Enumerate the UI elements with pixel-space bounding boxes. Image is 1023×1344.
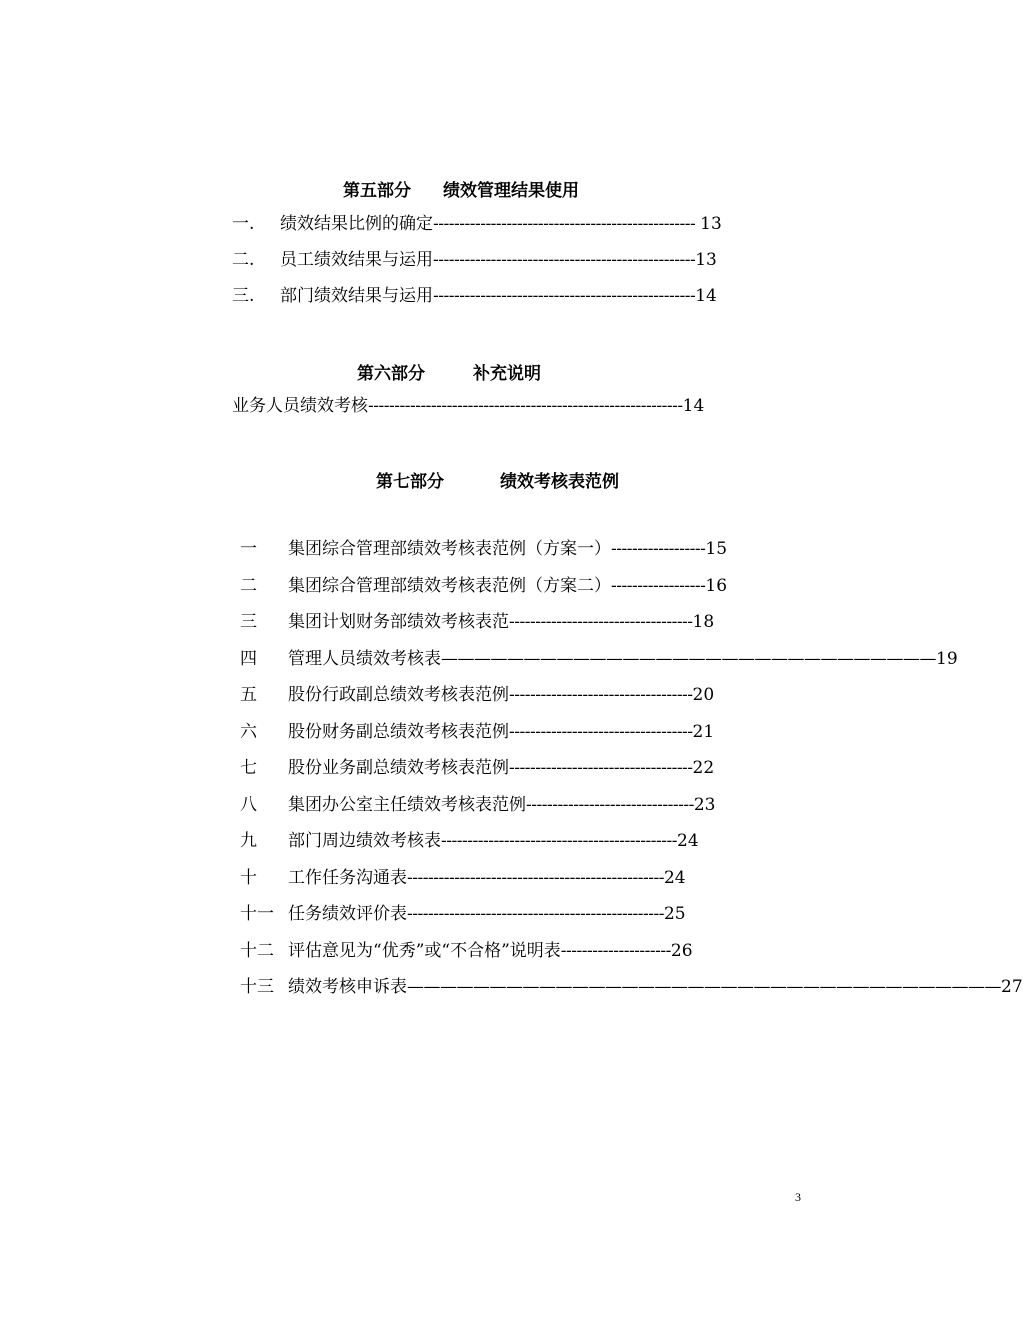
- toc-entry-title: 业务人员绩效考核: [232, 396, 368, 416]
- section-6-title: 补充说明: [473, 364, 541, 384]
- toc-entry-page: 13: [700, 214, 722, 234]
- toc-entry-page: 24: [677, 831, 699, 851]
- toc-entry[interactable]: [240, 866, 686, 890]
- toc-entry-title: 集团办公室主任绩效考核表范例: [288, 794, 526, 815]
- toc-entry-number: 六: [240, 721, 257, 742]
- toc-entry-leader: ------------------: [611, 539, 706, 559]
- toc-entry[interactable]: [240, 829, 699, 853]
- toc-entry-number: 一.: [232, 214, 255, 234]
- section-6-part: 第六部分: [357, 364, 425, 384]
- toc-entry-page: 16: [705, 575, 728, 596]
- toc-entry-number: 八: [240, 794, 257, 815]
- toc-entry[interactable]: [240, 939, 693, 963]
- toc-entry-page: 25: [663, 904, 686, 924]
- toc-entry[interactable]: [240, 610, 714, 634]
- toc-entry-number: 二: [240, 575, 257, 596]
- toc-entry-leader: ------------------------------------------------------------: [368, 396, 683, 416]
- page-number: 3: [795, 1190, 801, 1204]
- toc-entry-leader: --------------------------------: [526, 794, 694, 815]
- toc-entry-page: 13: [695, 250, 717, 270]
- toc-entry-title: 集团综合管理部绩效考核表范例（方案一）: [288, 539, 611, 559]
- section-7-title: 绩效考核表范例: [500, 472, 619, 492]
- toc-entry-title: 集团计划财务部绩效考核表范: [288, 612, 509, 632]
- toc-entry-number: 七: [240, 758, 257, 778]
- toc-entry-leader: ------------------: [611, 575, 706, 596]
- section-5-title: 绩效管理结果使用: [443, 181, 579, 201]
- toc-entry-number: 十三: [240, 977, 274, 997]
- toc-entry-number: 三: [240, 612, 257, 632]
- toc-entry-number: 二.: [232, 250, 255, 270]
- toc-entry-page: 27: [1001, 977, 1023, 997]
- toc-entry-page: 21: [692, 721, 715, 742]
- toc-entry-title: 绩效考核申诉表: [288, 977, 407, 997]
- toc-entry-page: 26: [670, 940, 693, 961]
- toc-entry-number: 五: [240, 685, 257, 705]
- toc-entry-number: 十一: [240, 904, 274, 924]
- toc-entry-title: 评估意见为“优秀”或“不合格”说明表: [288, 940, 561, 961]
- toc-entry-number: 三.: [232, 286, 255, 306]
- section-5-part: 第五部分: [343, 181, 411, 201]
- toc-entry[interactable]: [232, 284, 717, 308]
- toc-entry-number: 一: [240, 539, 257, 559]
- section-7-part: 第七部分: [376, 472, 444, 492]
- toc-entry-number: 九: [240, 831, 257, 851]
- section-7-heading: [376, 467, 619, 492]
- toc-entry-page: 14: [682, 396, 705, 416]
- toc-entry-page: 22: [692, 758, 715, 778]
- toc-entry[interactable]: [240, 683, 714, 707]
- toc-entry[interactable]: [240, 793, 715, 817]
- toc-entry-number: 十二: [240, 940, 274, 961]
- toc-entry-leader: -----------------------------------: [509, 612, 693, 632]
- toc-entry-title: 绩效结果比例的确定: [280, 214, 433, 234]
- toc-entry-leader: -------------------------------------------------: [407, 867, 664, 888]
- toc-entry[interactable]: [240, 647, 958, 671]
- section-5-heading: [343, 176, 579, 201]
- toc-entry-title: 工作任务沟通表: [288, 867, 407, 888]
- toc-entry-leader: ---------------------------------------------: [441, 831, 677, 851]
- toc-entry-page: 19: [936, 648, 958, 669]
- toc-entry-leader: -------------------------------------------------: [407, 904, 664, 924]
- toc-entry-page: 24: [663, 867, 686, 888]
- toc-entry-title: 部门周边绩效考核表: [288, 831, 441, 851]
- toc-entry[interactable]: [240, 756, 714, 780]
- toc-entry-leader: ——————————————————————————————: [441, 648, 936, 669]
- toc-entry[interactable]: [240, 902, 686, 926]
- toc-entry-leader: -----------------------------------: [509, 758, 693, 778]
- toc-entry-page: 14: [695, 286, 717, 306]
- toc-entry-title: 集团综合管理部绩效考核表范例（方案二）: [288, 575, 611, 596]
- section-6-heading: [357, 359, 541, 384]
- toc-entry[interactable]: [232, 248, 717, 272]
- toc-entry-title: 管理人员绩效考核表: [288, 648, 441, 669]
- toc-entry-leader: ————————————————————————————————————: [407, 977, 1001, 997]
- toc-entry[interactable]: [240, 975, 1023, 999]
- toc-entry-page: 15: [705, 539, 728, 559]
- toc-entry-title: 员工绩效结果与运用: [280, 250, 433, 270]
- toc-entry-leader: --------------------------------------------------: [433, 250, 696, 270]
- toc-entry-number: 十: [240, 867, 257, 888]
- toc-entry-leader: --------------------------------------------------: [433, 286, 696, 306]
- toc-entry-page: 20: [692, 685, 715, 705]
- toc-entry[interactable]: [240, 574, 727, 598]
- toc-entry[interactable]: [240, 720, 714, 744]
- toc-entry-leader: -----------------------------------: [509, 685, 693, 705]
- toc-entry-leader: -----------------------------------: [509, 721, 693, 742]
- toc-entry-title: 任务绩效评价表: [288, 904, 407, 924]
- toc-entry-page: 23: [693, 794, 716, 815]
- toc-entry[interactable]: [232, 212, 722, 236]
- toc-entry[interactable]: [232, 394, 704, 418]
- toc-entry-title: 股份财务副总绩效考核表范例: [288, 721, 509, 742]
- toc-entry-title: 股份业务副总绩效考核表范例: [288, 758, 509, 778]
- toc-entry-page: 18: [692, 612, 715, 632]
- toc-entry-leader: --------------------------------------------------: [433, 214, 701, 234]
- toc-entry-number: 四: [240, 648, 257, 669]
- toc-entry-leader: ---------------------: [560, 940, 671, 961]
- toc-entry-title: 股份行政副总绩效考核表范例: [288, 685, 509, 705]
- toc-entry[interactable]: [240, 537, 727, 561]
- toc-entry-title: 部门绩效结果与运用: [280, 286, 433, 306]
